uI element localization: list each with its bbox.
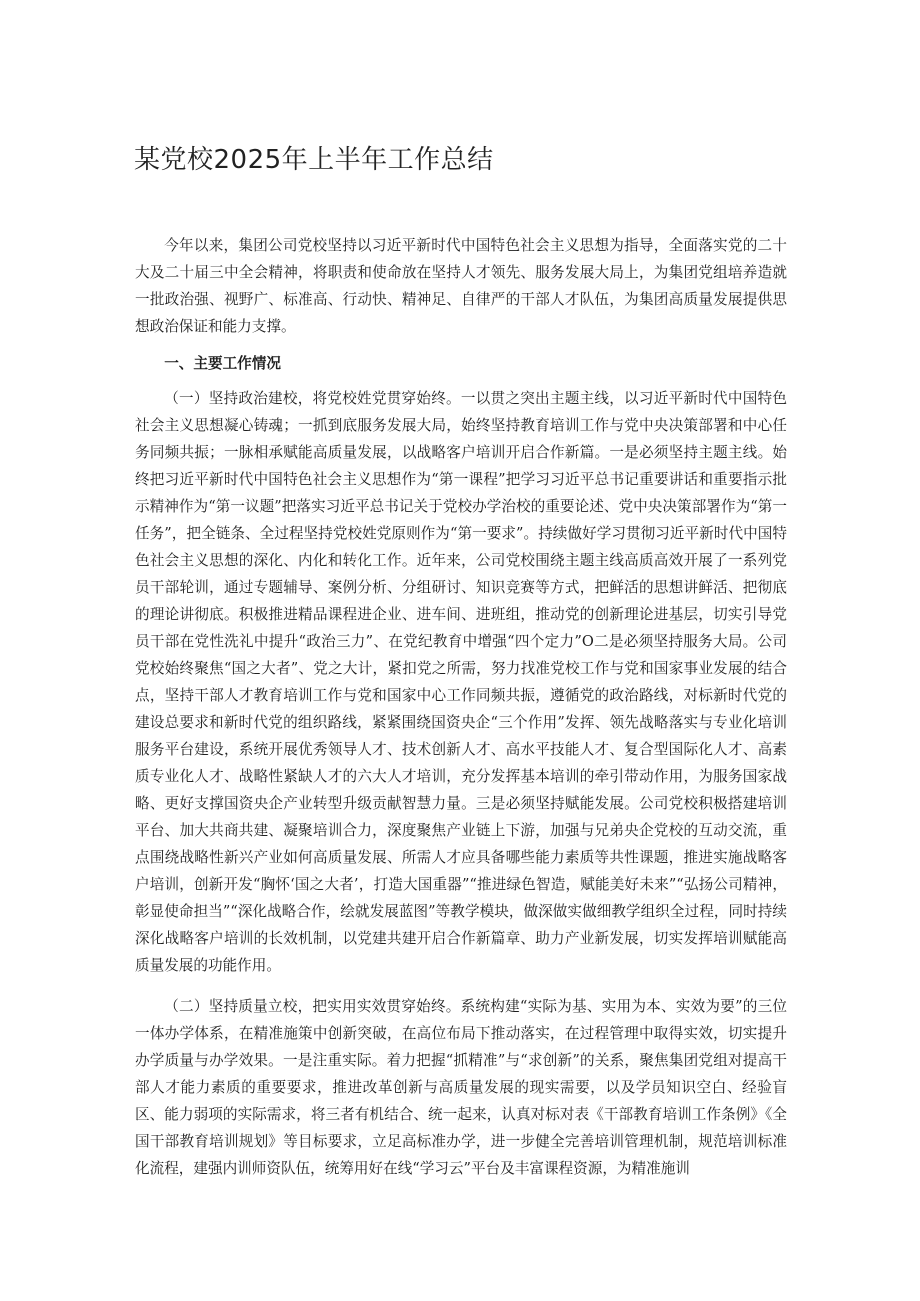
document-title: 某党校2025年上半年工作总结	[134, 145, 494, 175]
section-heading: 一、主要工作情况	[164, 355, 281, 372]
document-body	[135, 232, 787, 1188]
intro-paragraph: 今年以来，集团公司党校坚持以习近平新时代中国特色社会主义思想为指导，全面落实党的二十大及二十届三中全会精神，将职责和使命放在坚持人才领先、服务发展大局上，为集团党组培养造就一批政治强、视野广、标准高、行动快、精神足、自律严的干部人才队伍，为集团高质量发展提供思想政治保证和能力支撑。	[135, 237, 787, 335]
paragraph-quality-building: （二）坚持质量立校，把实用实效贯穿始终。系统构建“实际为基、实用为本、实效为要”的三位一体办学体系，在精准施策中创新突破，在高位布局下推动落实，在过程管理中取得实效，切实提升办学质量与办学效果。一是注重实际。着力把握“抓精准”与“求创新”的关系，聚焦集团党组对提高干部人才能力素质的重要要求，推进改革创新与高质量发展的现实需要，以及学员知识空白、经验盲区、能力弱项的实际需求，将三者有机结合、统一起来，认真对标对表《干部教育培训工作条例》《全国干部教育培训规划》等目标要求，立足高标准办学，进一步健全完善培训管理机制，规范培训标准化流程，建强内训师资队伍，统筹用好在线“学习云”平台及丰富课程资源，为精准施训	[135, 998, 787, 1177]
paragraph-political-building: （一）坚持政治建校，将党校姓党贯穿始终。一以贯之突出主题主线，以习近平新时代中国特色社会主义思想凝心铸魂；一抓到底服务发展大局，始终坚持教育培训工作与党中央决策部署和中心任务同频共振；一脉相承赋能高质量发展，以战略客户培训开启合作新篇。一是必须坚持主题主线。始终把习近平新时代中国特色社会主义思想作为“第一课程”把学习习近平总书记重要讲话和重要指示批示精神作为“第一议题”把落实习近平总书记关于党校办学治校的重要论述、党中央决策部署作为“第一任务”，把全链条、全过程坚持党校姓党原则作为“第一要求”。持续做好学习贯彻习近平新时代中国特色社会主义思想的深化、内化和转化工作。近年来，公司党校围绕主题主线高质高效开展了一系列党员干部轮训，通过专题辅导、案例分析、分组研讨、知识竞赛等方式，把鲜活的思想讲鲜活、把彻底的理论讲彻底。积极推进精品课程进企业、进车间、进班组，推动党的创新理论进基层，切实引导党员干部在党性洗礼中提升“政治三力”、在党纪教育中增强“四个定力”O二是必须坚持服务大局。公司党校始终聚焦“国之大者”、党之大计，紧扣党之所需，努力找准党校工作与党和国家事业发展的结合点，坚持干部人才教育培训工作与党和国家中心工作同频共振，遵循党的政治路线，对标新时代党的建设总要求和新时代党的组织路线，紧紧围绕国资央企“三个作用”发挥、领先战略落实与专业化培训服务平台建设，系统开展优秀领导人才、技术创新人才、高水平技能人才、复合型国际化人才、高素质专业化人才、战略性紧缺人才的六大人才培训，充分发挥基本培训的牵引带动作用，为服务国家战略、更好支撑国资央企产业转型升级贡献智慧力量。三是必须坚持赋能发展。公司党校积极搭建培训平台、加大共商共建、凝聚培训合力，深度聚焦产业链上下游，加强与兄弟央企党校的互动交流，重点围绕战略性新兴产业如何高质量发展、所需人才应具备哪些能力素质等共性课题，推进实施战略客户培训，创新开发“胸怀‘国之大者’，打造大国重器”“推进绿色智造，赋能美好未来”“弘扬公司精神，彰显使命担当”“深化战略合作，绘就发展蓝图”等教学模块，做深做实做细教学组织全过程，同时持续深化战略客户培训的长效机制，以党建共建开启合作新篇章、助力产业新发展，切实发挥培训赋能高质量发展的功能作用。	[135, 390, 787, 974]
